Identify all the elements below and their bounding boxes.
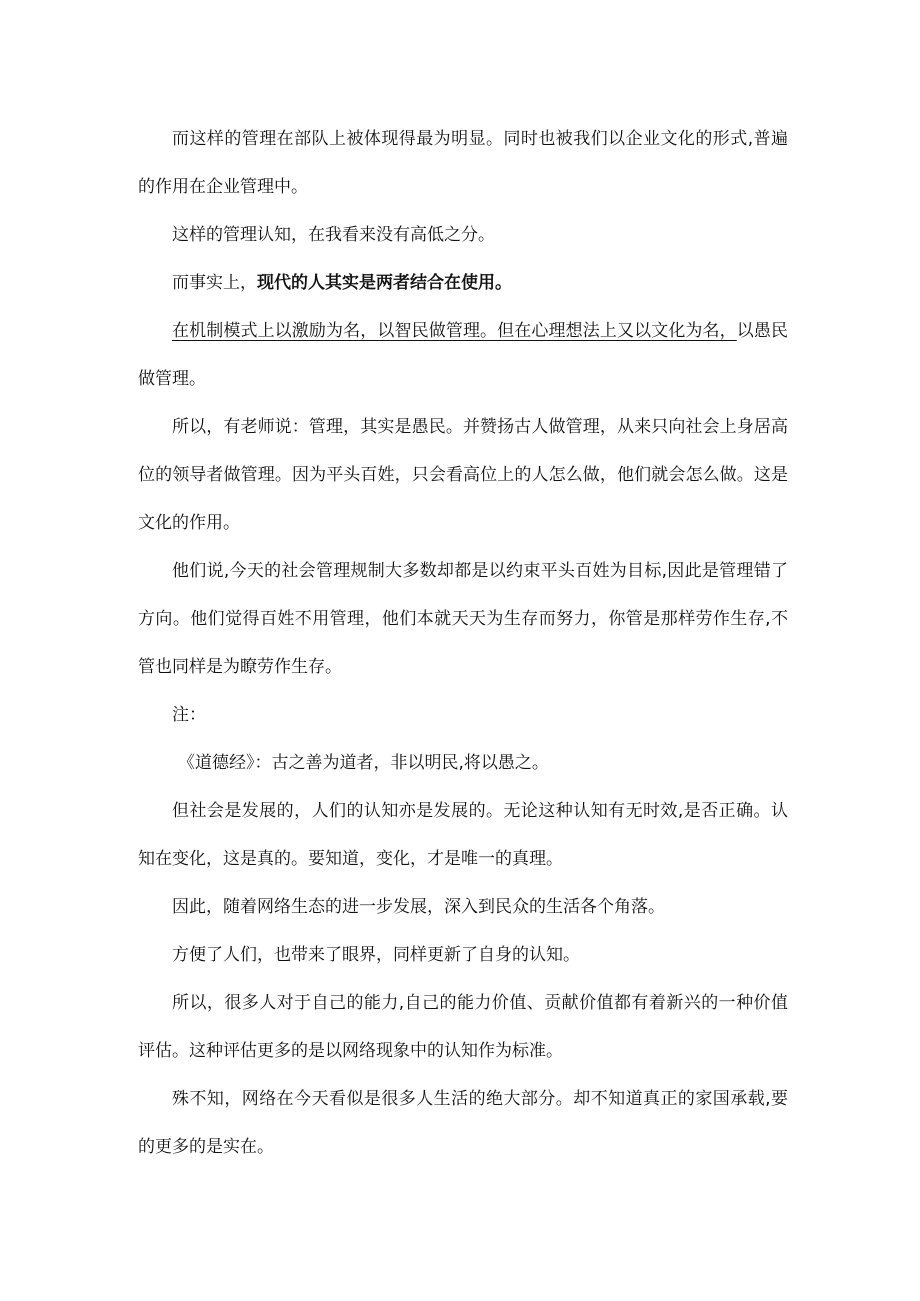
document-body (138, 115, 788, 1171)
paragraph: 这样的管理认知，在我看来没有高低之分。 (172, 225, 495, 245)
note-quote: 《道德经》：古之善为道者，非以明民,将以愚之。 (178, 753, 549, 773)
underlined-text: 在机制模式上以激励为名，以智民做管理。但在心理想法上又以文化为名， (172, 321, 737, 341)
paragraph: 所以，很多人对于自己的能力,自己的能力价值、贡献价值都有着新兴的一种价值评估。这种评估更多的是以网络现象中的认知作为标准。 (138, 993, 788, 1061)
paragraph-with-underline (138, 307, 788, 403)
note-label: 注： (172, 705, 206, 725)
paragraph: 所以，有老师说：管理，其实是愚民。并赞扬古人做管理，从来只向社会上身居高位的领导者做管理。因为平头百姓，只会看高位上的人怎么做，他们就会怎么做。这是文化的作用。 (138, 417, 788, 533)
paragraph: 因此，随着网络生态的进一步发展，深入到民众的生活各个角落。 (172, 897, 665, 917)
paragraph: 他们说,今天的社会管理规制大多数却都是以约束平头百姓为目标,因此是管理错了方向。他们觉得百姓不用管理，他们本就天天为生存而努力，你管是那样劳作生存,不管也同样是为瞭劳作生存。 (138, 561, 788, 677)
paragraph: 而这样的管理在部队上被体现得最为明显。同时也被我们以企业文化的形式,普遍的作用在企业管理中。 (138, 129, 788, 197)
bold-emphasis: 现代的人其实是两者结合在使用。 (257, 273, 512, 293)
paragraph-with-emphasis (138, 259, 788, 307)
paragraph: 方便了人们，也带来了眼界，同样更新了自身的认知。 (172, 945, 580, 965)
paragraph-prefix: 而事实上， (172, 273, 257, 293)
paragraph: 但社会是发展的，人们的认知亦是发展的。无论这种认知有无时效,是否正确。认知在变化，这是真的。要知道，变化，才是唯一的真理。 (138, 801, 788, 869)
paragraph-rest: 以愚民做管理。 (138, 321, 789, 389)
paragraph: 殊不知，网络在今天看似是很多人生活的绝大部分。却不知道真正的家国承载,要的更多的是实在。 (138, 1089, 788, 1157)
